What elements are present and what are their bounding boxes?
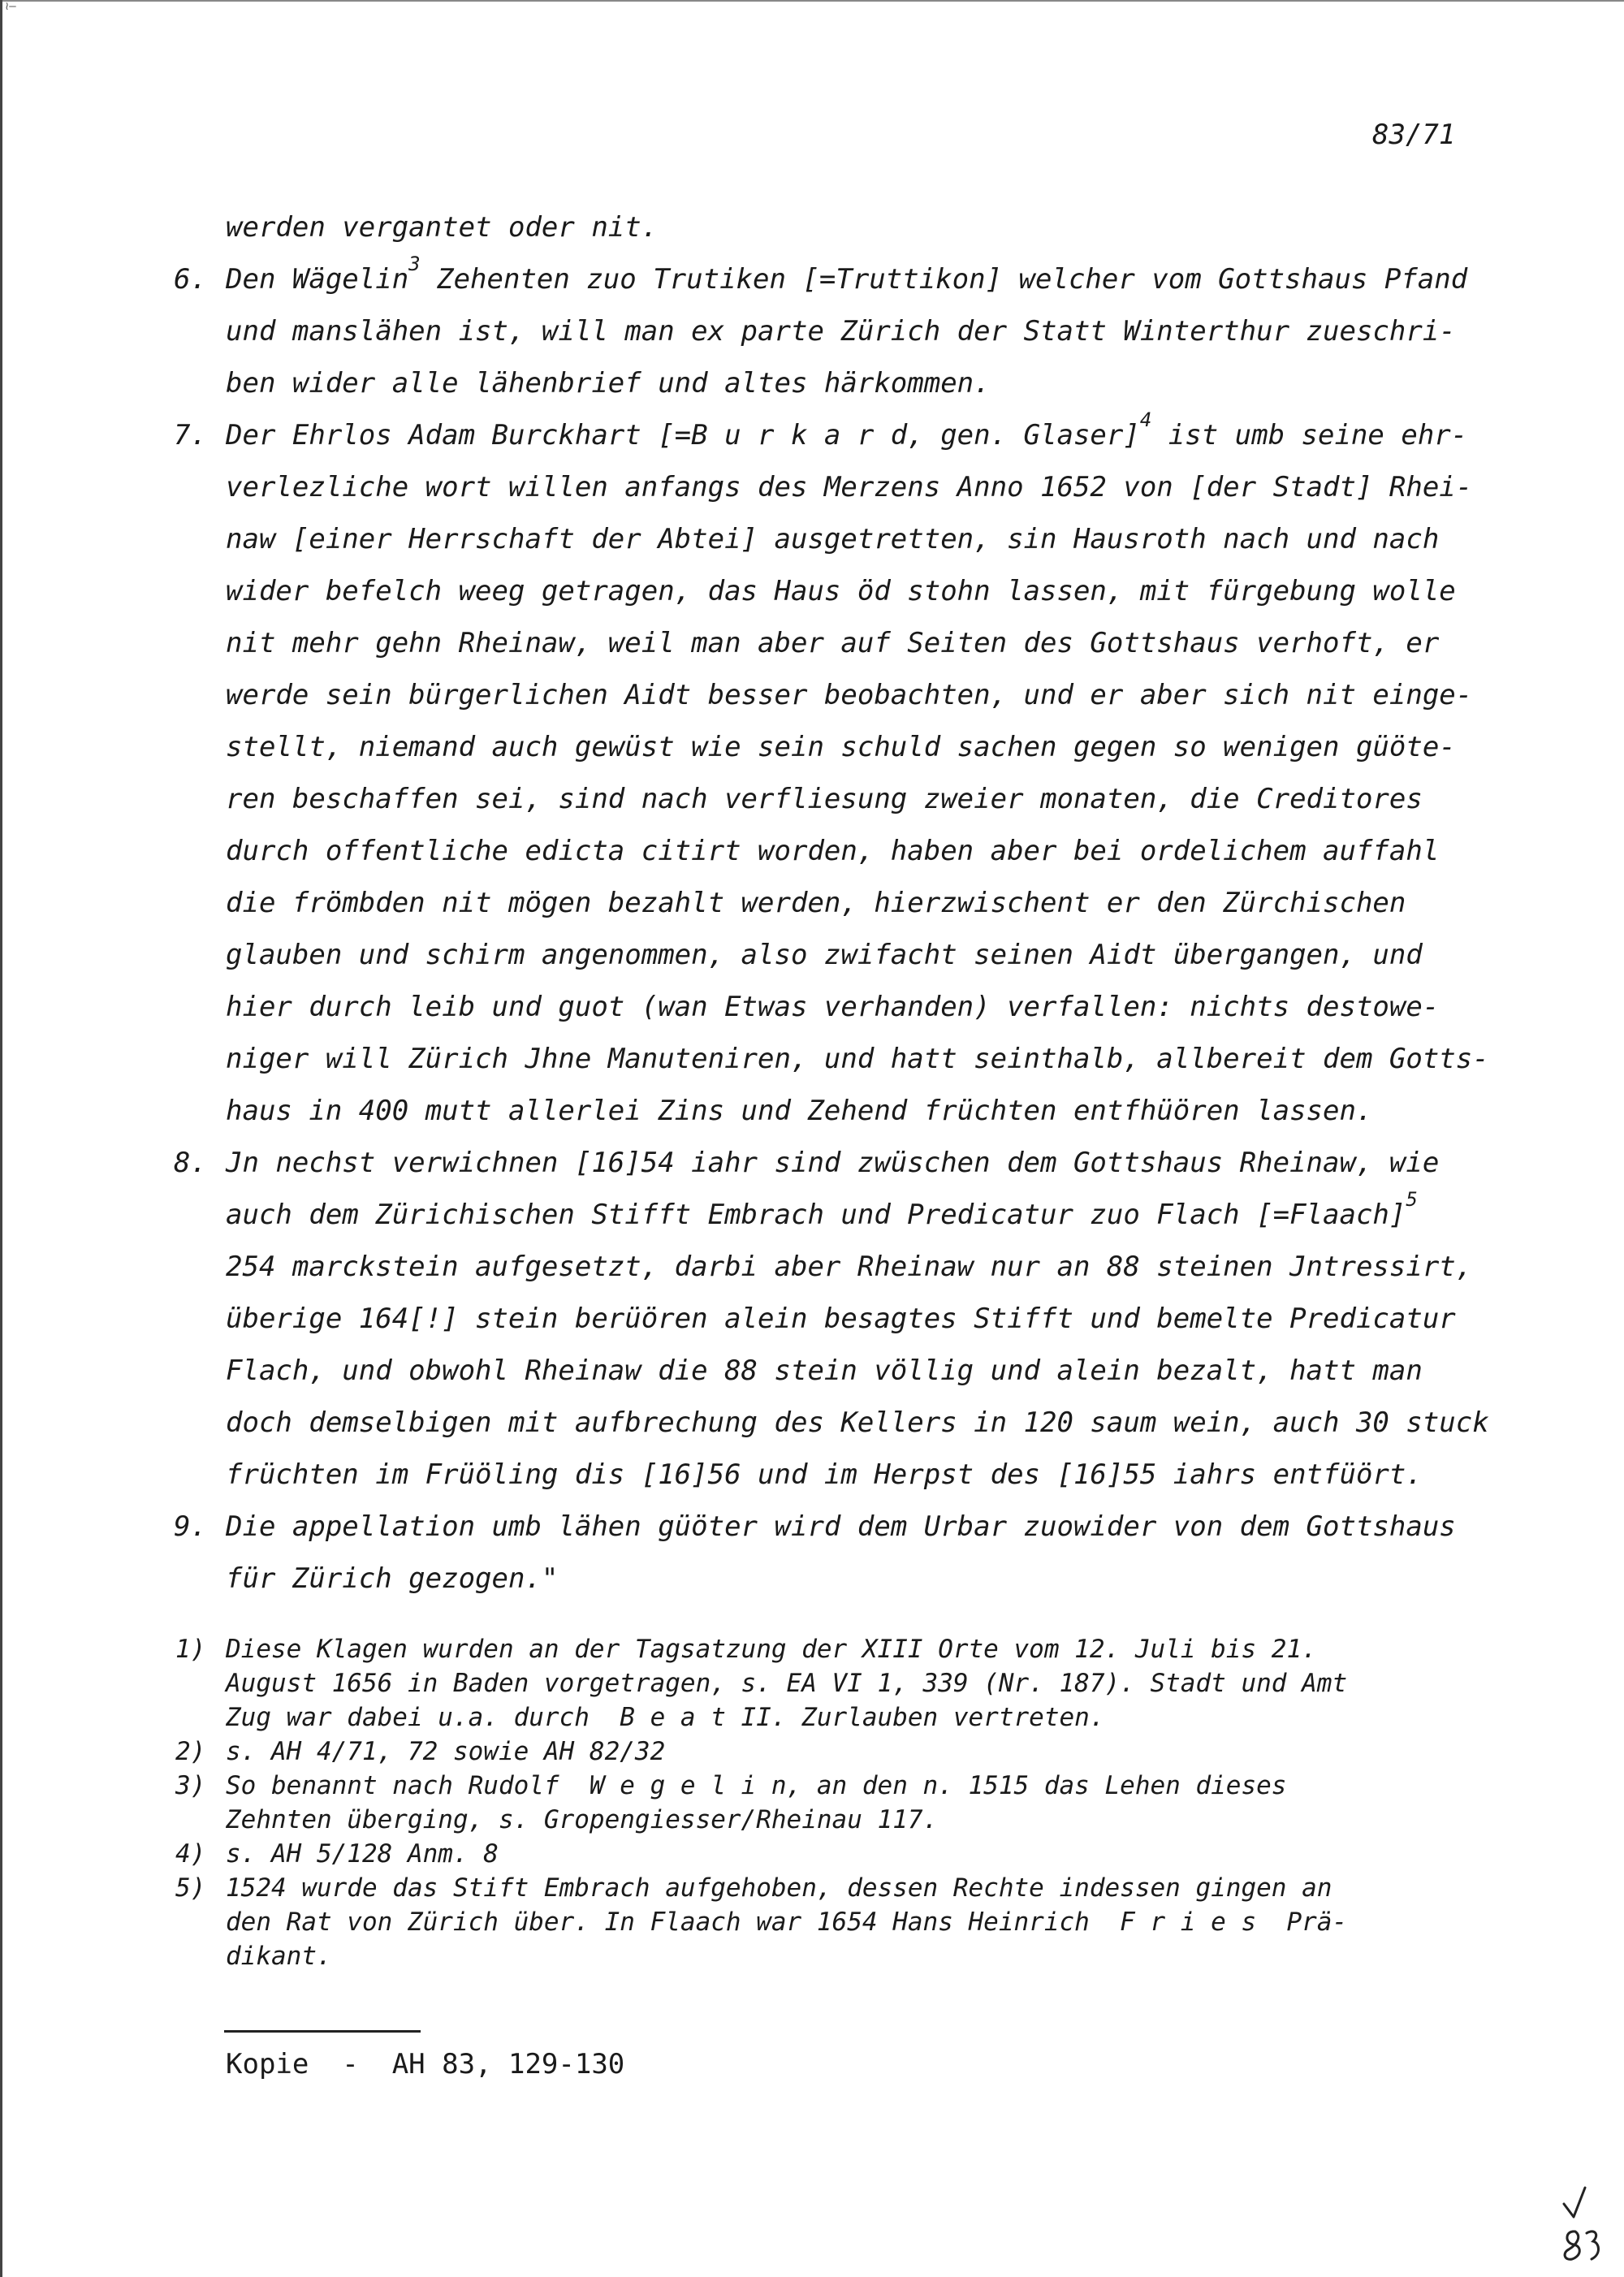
footnote-line: Zehnten überging, s. Gropengiesser/Rheinau 117.: [226, 1805, 939, 1834]
page-left-edge: [0, 0, 2, 2277]
list-item-6: [174, 253, 1541, 409]
text-line: Der Ehrlos Adam Burckhart [=B u r k a r d, gen. Glaser]$^4$ ist umb seine ehr-: [226, 408, 1468, 452]
text-line: wider befelch weeg getragen, das Haus öd stohn lassen, mit fürgebung wolle: [226, 575, 1456, 607]
text-line: doch demselbigen mit aufbrechung des Kellers in 120 saum wein, auch 30 stuck: [226, 1406, 1489, 1439]
footnote-3: [175, 1769, 1541, 1837]
footnote-number: 1): [175, 1635, 206, 1664]
intro-line: werden vergantet oder nit.: [226, 211, 659, 244]
text-line: niger will Zürich Jhne Manuteniren, und hatt seinthalb, allbereit dem Gotts-: [226, 1043, 1489, 1075]
footnote-4: [175, 1837, 1541, 1871]
footnote-line: 1524 wurde das Stift Embrach aufgehoben, dessen Rechte indessen gingen an: [226, 1873, 1332, 1903]
footnote-ref: 4: [1139, 408, 1152, 431]
text-line: hier durch leib und guot (wan Etwas verhanden) verfallen: nichts destowe-: [226, 991, 1440, 1023]
list-item-9: [174, 1501, 1541, 1605]
list-item-8: [174, 1137, 1541, 1501]
page-number: 83/71: [1372, 119, 1456, 151]
text-line: glauben und schirm angenommen, also zwifacht seinen Aidt übergangen, und: [226, 939, 1423, 971]
footnote-ref: 3: [408, 253, 421, 275]
footnote-1: [175, 1632, 1541, 1735]
list-item-7: [174, 408, 1541, 1137]
item-number: 9.: [174, 1510, 207, 1543]
text-line: überige 164[!] stein berüören alein besagtes Stifft und bemelte Predicatur: [226, 1303, 1456, 1335]
footnote-number: 3): [175, 1771, 206, 1800]
footnote-line: dikant.: [226, 1942, 332, 1971]
footnote-2: [175, 1735, 1541, 1769]
text-line: ben wider alle lähenbrief und altes härkommen.: [226, 367, 991, 400]
text-line: die frömbden nit mögen bezahlt werden, hierzwischent er den Zürchischen: [226, 887, 1406, 919]
handwritten-check-mark: [1557, 2183, 1606, 2264]
footnote-line: Zug war dabei u.a. durch B e a t II. Zurlauben vertreten.: [226, 1703, 1105, 1732]
item-number: 6.: [174, 263, 207, 296]
text-line: für Zürich gezogen.": [226, 1562, 559, 1595]
text-line: ren beschaffen sei, sind nach verfliesung zweier monaten, die Creditores: [226, 783, 1423, 815]
item-number: 8.: [174, 1147, 207, 1179]
footnote-number: 4): [175, 1839, 206, 1869]
text-line: nit mehr gehn Rheinaw, weil man aber auf Seiten des Gottshaus verhoft, er: [226, 627, 1440, 659]
source-reference: Kopie - AH 83, 129-130: [226, 2048, 625, 2080]
text-line: haus in 400 mutt allerlei Zins und Zehend früchten entfhüören lassen.: [226, 1095, 1373, 1127]
page-top-edge: [0, 0, 1624, 2]
text-line: werde sein bürgerlichen Aidt besser beobachten, und er aber sich nit einge-: [226, 679, 1473, 711]
text-line: Jn nechst verwichnen [16]54 iahr sind zwüschen dem Gottshaus Rheinaw, wie: [226, 1147, 1440, 1179]
text-line: stellt, niemand auch gewüst wie sein schuld sachen gegen so wenigen güöte-: [226, 731, 1456, 763]
text-line: 254 marckstein aufgesetzt, darbi aber Rheinaw nur an 88 steinen Jntressirt,: [226, 1251, 1473, 1283]
footnote-number: 2): [175, 1737, 206, 1766]
footnote-line: s. AH 4/71, 72 sowie AH 82/32: [226, 1737, 666, 1766]
text-line: Flach, und obwohl Rheinaw die 88 stein völlig und alein bezalt, hatt man: [226, 1355, 1423, 1387]
footnote-line: Diese Klagen wurden an der Tagsatzung der XIII Orte vom 12. Juli bis 21.: [226, 1635, 1317, 1664]
footnote-ref: 5: [1406, 1188, 1418, 1211]
footnote-line: den Rat von Zürich über. In Flaach war 1654 Hans Heinrich F r i e s Prä-: [226, 1908, 1348, 1937]
text-line: früchten im Früöling dis [16]56 und im Herpst des [16]55 iahrs entfüört.: [226, 1458, 1423, 1491]
main-text: [174, 201, 1541, 1605]
text-line: verlezliche wort willen anfangs des Merzens Anno 1652 von [der Stadt] Rhei-: [226, 471, 1473, 503]
text-line: und manslähen ist, will man ex parte Zürich der Statt Winterthur zueschri-: [226, 315, 1456, 348]
footnote-line: So benannt nach Rudolf W e g e l i n, an den n. 1515 das Lehen dieses: [226, 1771, 1287, 1800]
footnote-divider: [224, 2030, 421, 2033]
footnotes: [175, 1632, 1541, 1973]
footnote-line: August 1656 in Baden vorgetragen, s. EA VI 1, 339 (Nr. 187). Stadt und Amt: [226, 1669, 1348, 1698]
footnote-line: s. AH 5/128 Anm. 8: [226, 1839, 499, 1869]
footnote-number: 5): [175, 1873, 206, 1903]
text-line: naw [einer Herrschaft der Abtei] ausgetretten, sin Hausroth nach und nach: [226, 523, 1440, 555]
scan-corner-mark: ≀–: [5, 0, 16, 13]
text-line: Die appellation umb lähen güöter wird dem Urbar zuowider von dem Gottshaus: [226, 1510, 1456, 1543]
text-line: auch dem Zürichischen Stifft Embrach und Predicatur zuo Flach [=Flaach]$^5$: [226, 1188, 1418, 1231]
footnote-5: [175, 1871, 1541, 1973]
text-line: durch offentliche edicta citirt worden, haben aber bei ordelichem auffahl: [226, 835, 1440, 867]
item-number: 7.: [174, 419, 207, 452]
text-line: Den Wägelin$^3$ Zehenten zuo Trutiken [=Truttikon] welcher vom Gottshaus Pfand: [226, 253, 1468, 296]
